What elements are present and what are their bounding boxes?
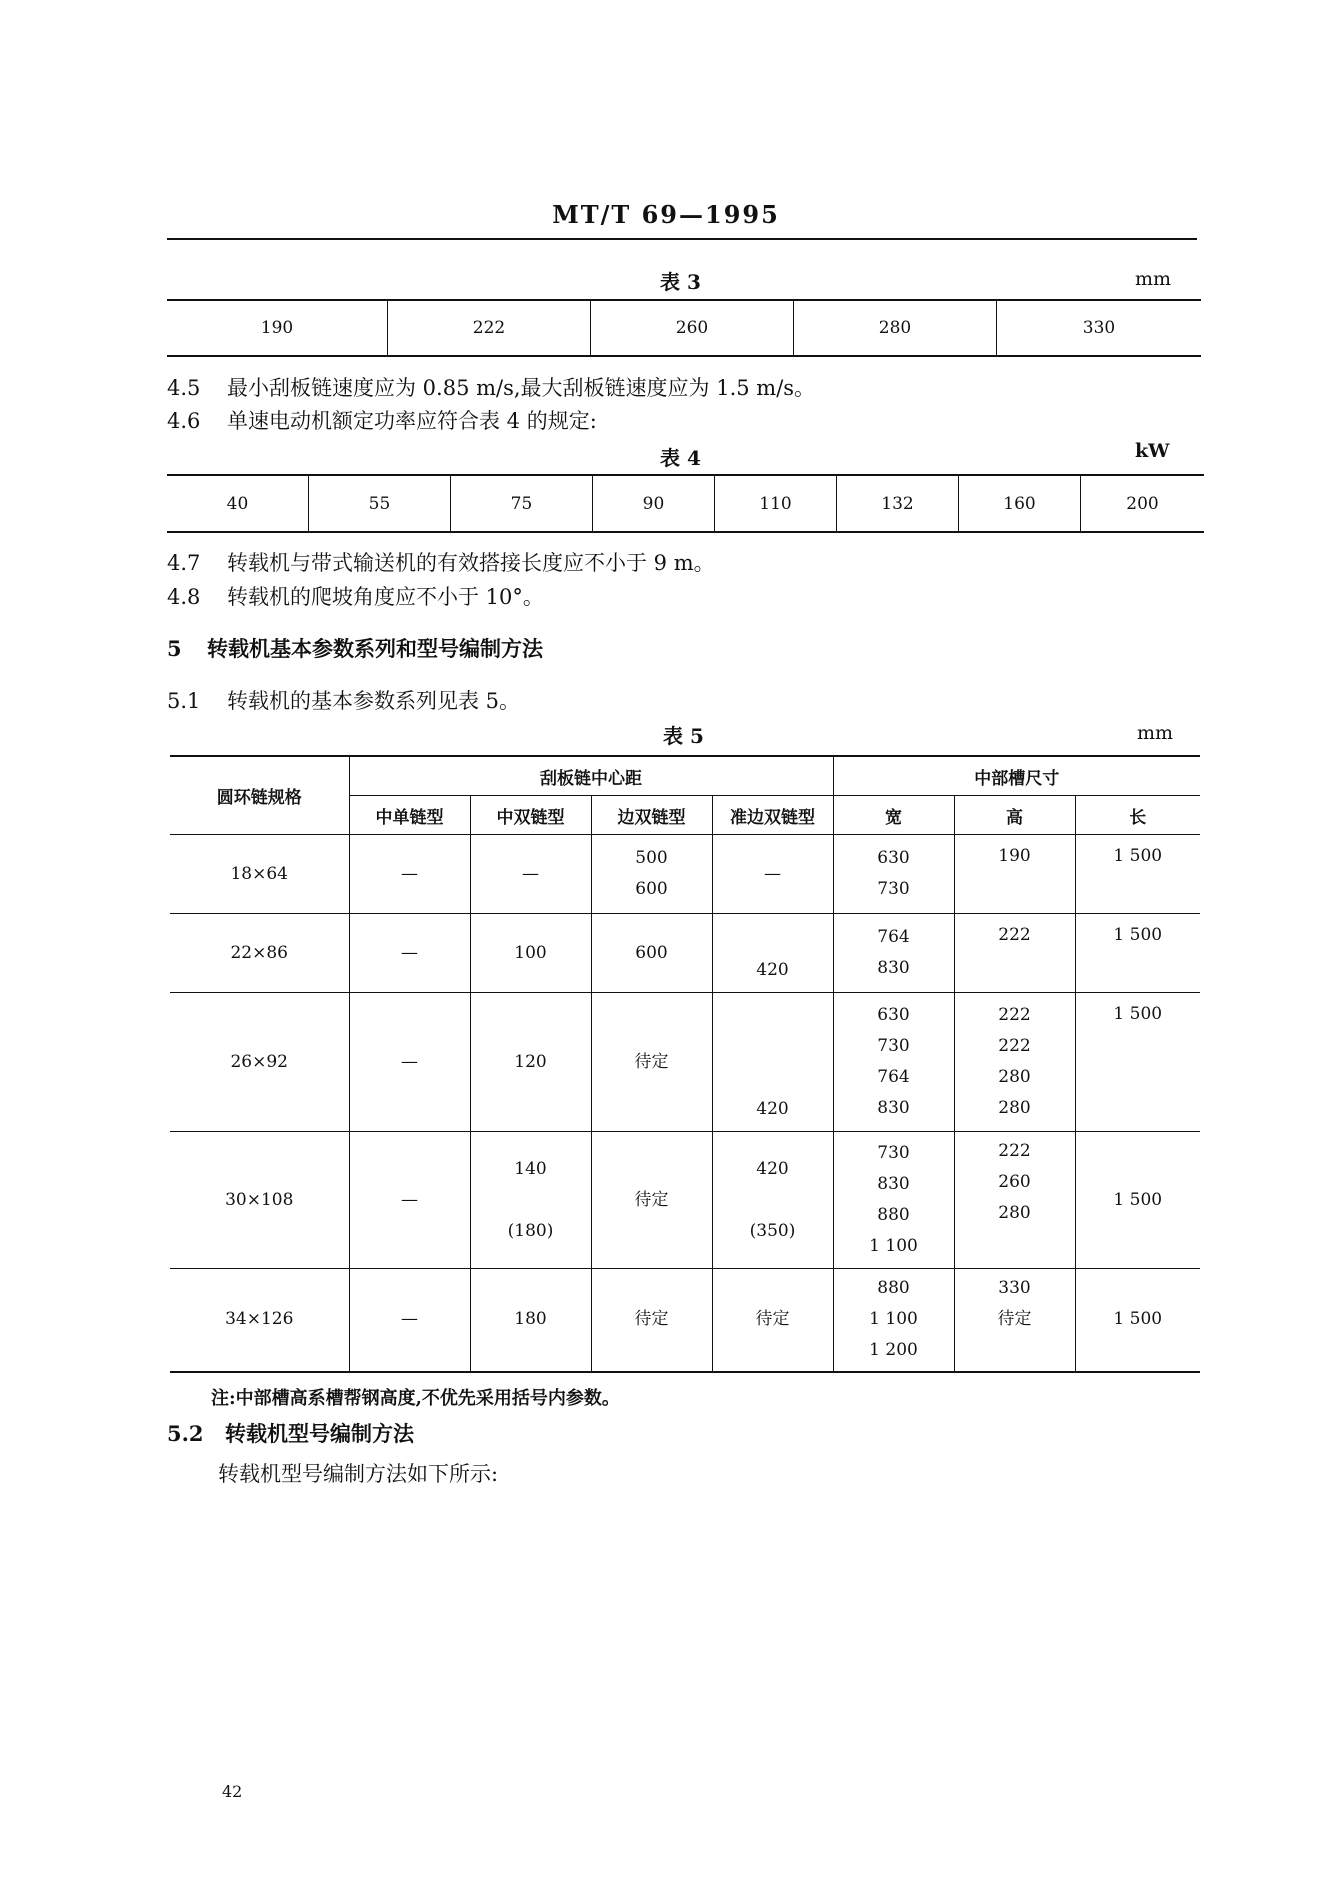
cell-value: 280 xyxy=(998,1098,1031,1118)
cell-height xyxy=(954,1269,1075,1372)
table5-caption: 表 5 xyxy=(663,724,704,748)
cell-value: 730 xyxy=(877,879,910,899)
table4-cell: 90 xyxy=(593,475,715,532)
cell-value: 330 xyxy=(998,1278,1031,1298)
cell-single: — xyxy=(349,835,470,914)
cell-double xyxy=(470,1132,591,1269)
cell-value: 730 xyxy=(877,1036,910,1056)
cell-value: 280 xyxy=(998,1203,1031,1223)
cell-value: 830 xyxy=(877,1174,910,1194)
table3-cell: 260 xyxy=(591,300,794,356)
cell-value: 630 xyxy=(877,1005,910,1025)
spacer xyxy=(471,1185,591,1216)
cell-width xyxy=(833,993,954,1132)
cell-value: 500 xyxy=(635,848,668,868)
clause-text: 转载机与带式输送机的有效搭接长度应不小于 9 m。 xyxy=(227,551,715,575)
table4-cell: 110 xyxy=(715,475,837,532)
cell-value: (350) xyxy=(749,1220,796,1241)
cell-width xyxy=(833,914,954,993)
clause-number: 4.8 xyxy=(167,585,201,609)
cell-quasi xyxy=(712,1132,833,1269)
clause-4-5 xyxy=(167,372,815,402)
cell-height: 222 xyxy=(954,914,1075,993)
cell-height xyxy=(954,1132,1075,1269)
header-trough-size: 中部槽尺寸 xyxy=(833,756,1200,796)
cell-double: 180 xyxy=(470,1269,591,1372)
cell-spec: 22×86 xyxy=(170,914,349,993)
table3 xyxy=(167,299,1201,357)
clause-text: 单速电动机额定功率应符合表 4 的规定: xyxy=(227,409,597,433)
standard-code: MT/T 69—1995 xyxy=(552,200,780,229)
cell-height xyxy=(954,993,1075,1132)
section-number: 5 xyxy=(167,636,182,661)
cell-length: 1 500 xyxy=(1075,1132,1200,1269)
header-width: 宽 xyxy=(833,796,954,835)
cell-spec: 26×92 xyxy=(170,993,349,1132)
table4-cell: 55 xyxy=(309,475,451,532)
cell-spec: 30×108 xyxy=(170,1132,349,1269)
page-number: 42 xyxy=(222,1782,243,1801)
spacer xyxy=(713,1185,833,1216)
cell-single: — xyxy=(349,1132,470,1269)
cell-value: 222 xyxy=(998,1036,1031,1056)
clause-text: 转载机的基本参数系列见表 5。 xyxy=(227,689,521,713)
cell-value: (180) xyxy=(507,1220,554,1241)
cell-value: 880 xyxy=(877,1205,910,1225)
cell-value: 待定 xyxy=(997,1309,1032,1329)
header-height: 高 xyxy=(954,796,1075,835)
table3-unit: mm xyxy=(1135,268,1172,290)
header-quasi-side-double-chain: 准边双链型 xyxy=(712,796,833,835)
cell-value: 420 xyxy=(756,1158,789,1179)
cell-value: 222 xyxy=(998,1141,1031,1161)
table3-cell: 280 xyxy=(794,300,997,356)
table4-cell: 75 xyxy=(451,475,593,532)
cell-side xyxy=(591,835,712,914)
cell-length: 1 500 xyxy=(1075,993,1200,1132)
clause-5-1 xyxy=(167,685,520,715)
table-row xyxy=(170,1269,1200,1372)
cell-side: 待定 xyxy=(591,993,712,1132)
header-double-chain: 中双链型 xyxy=(470,796,591,835)
header-length: 长 xyxy=(1075,796,1200,835)
cell-width xyxy=(833,835,954,914)
cell-side: 待定 xyxy=(591,1269,712,1372)
cell-value: 260 xyxy=(998,1172,1031,1192)
cell-side: 待定 xyxy=(591,1132,712,1269)
clause-number: 5.2 xyxy=(167,1421,204,1446)
cell-value: 880 xyxy=(877,1278,910,1299)
cell-single: — xyxy=(349,993,470,1132)
table4-caption: 表 4 xyxy=(660,446,701,470)
cell-quasi: 420 xyxy=(712,993,833,1132)
table4-cell: 40 xyxy=(167,475,309,532)
table3-caption: 表 3 xyxy=(660,270,701,294)
cell-height: 190 xyxy=(954,835,1075,914)
table3-cell: 330 xyxy=(997,300,1202,356)
section-5-heading xyxy=(167,633,543,663)
cell-value: 830 xyxy=(877,1098,910,1118)
clause-5-2-text: 转载机型号编制方法如下所示: xyxy=(218,1462,499,1486)
cell-length: 1 500 xyxy=(1075,835,1200,914)
clause-number: 4.5 xyxy=(167,376,201,400)
header-chain-center-distance: 刮板链中心距 xyxy=(349,756,833,796)
clause-title: 转载机型号编制方法 xyxy=(225,1421,414,1446)
clause-4-6 xyxy=(167,405,597,435)
cell-side: 600 xyxy=(591,914,712,993)
table3-cell: 190 xyxy=(167,300,388,356)
cell-spec: 18×64 xyxy=(170,835,349,914)
cell-spec: 34×126 xyxy=(170,1269,349,1372)
cell-value: 764 xyxy=(877,927,910,947)
table5 xyxy=(170,755,1200,1373)
cell-value: 222 xyxy=(998,1005,1031,1025)
cell-value: 830 xyxy=(877,958,910,978)
cell-value: 1 200 xyxy=(869,1340,918,1361)
cell-double: — xyxy=(470,835,591,914)
clause-5-2-heading xyxy=(167,1418,414,1448)
table4 xyxy=(167,474,1204,533)
cell-quasi: — xyxy=(712,835,833,914)
clause-text: 转载机的爬坡角度应不小于 10°。 xyxy=(227,585,544,609)
header-side-double-chain: 边双链型 xyxy=(591,796,712,835)
clause-number: 5.1 xyxy=(167,689,201,713)
header-rule xyxy=(167,238,1197,240)
table-row xyxy=(170,1132,1200,1269)
table4-cell: 160 xyxy=(959,475,1081,532)
table-row xyxy=(170,835,1200,914)
clause-4-7 xyxy=(167,547,715,577)
cell-double: 100 xyxy=(470,914,591,993)
cell-width xyxy=(833,1132,954,1269)
table4-cell: 200 xyxy=(1081,475,1205,532)
cell-quasi: 420 xyxy=(712,914,833,993)
cell-single: — xyxy=(349,1269,470,1372)
table5-note: 注:中部槽高系槽帮钢高度,不优先采用括号内参数。 xyxy=(211,1388,620,1409)
cell-width xyxy=(833,1269,954,1372)
table-row xyxy=(170,993,1200,1132)
cell-value: 1 100 xyxy=(869,1236,918,1256)
cell-value: 764 xyxy=(877,1067,910,1087)
header-chain-spec: 圆环链规格 xyxy=(170,756,349,835)
cell-value: 1 100 xyxy=(869,1309,918,1330)
cell-value: 630 xyxy=(877,848,910,868)
cell-double: 120 xyxy=(470,993,591,1132)
clause-4-8 xyxy=(167,581,544,611)
cell-value: 600 xyxy=(635,879,668,899)
table4-unit: kW xyxy=(1135,440,1170,462)
section-title: 转载机基本参数系列和型号编制方法 xyxy=(207,636,543,661)
clause-number: 4.7 xyxy=(167,551,201,575)
table4-cell: 132 xyxy=(837,475,959,532)
clause-text: 最小刮板链速度应为 0.85 m/s,最大刮板链速度应为 1.5 m/s。 xyxy=(227,376,816,400)
cell-single: — xyxy=(349,914,470,993)
table5-unit: mm xyxy=(1137,722,1174,744)
cell-length: 1 500 xyxy=(1075,914,1200,993)
cell-length: 1 500 xyxy=(1075,1269,1200,1372)
cell-quasi: 待定 xyxy=(712,1269,833,1372)
table-row xyxy=(170,914,1200,993)
cell-value: 280 xyxy=(998,1067,1031,1087)
clause-number: 4.6 xyxy=(167,409,201,433)
cell-value: 140 xyxy=(514,1158,547,1179)
header-single-chain: 中单链型 xyxy=(349,796,470,835)
table3-cell: 222 xyxy=(388,300,591,356)
cell-value: 730 xyxy=(877,1143,910,1163)
